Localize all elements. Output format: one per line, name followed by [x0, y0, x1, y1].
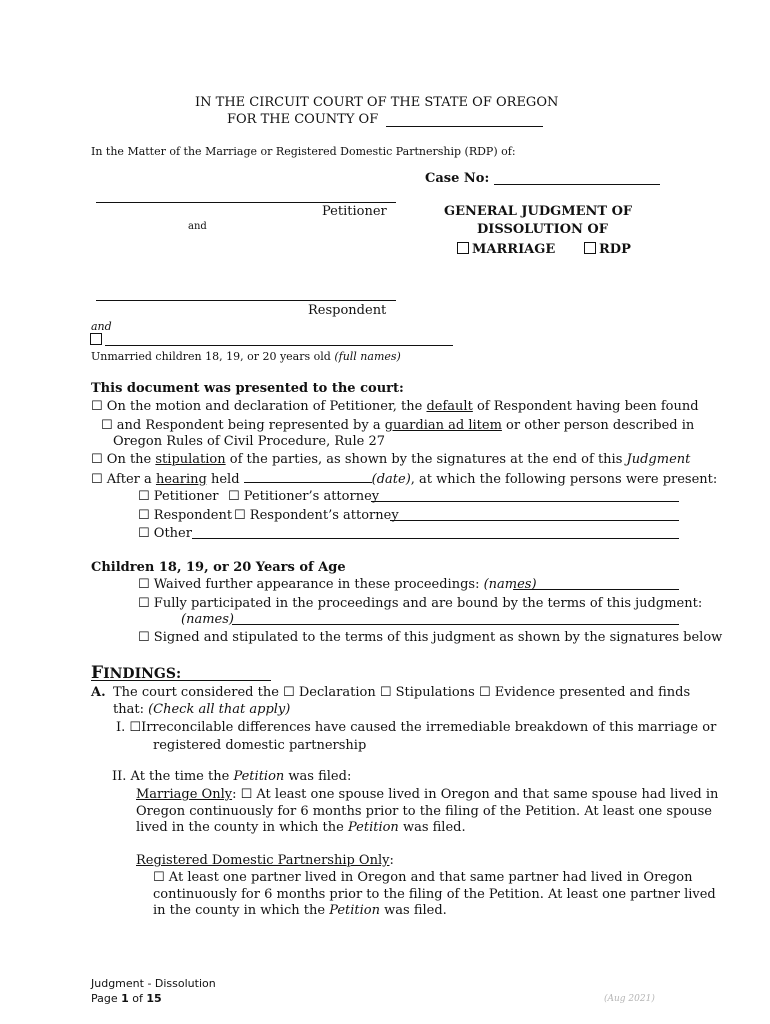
presented-heading: This document was presented to the court: [91, 381, 404, 396]
checkbox-icon[interactable]: ☐ [91, 399, 103, 414]
marriage-checkbox[interactable] [457, 242, 469, 254]
stipulation-row[interactable]: ☐ On the stipulation of the parties, as shown by the signatures at the end of this Judgment [91, 452, 691, 467]
marriage-option-label: MARRIAGE [472, 242, 556, 257]
checkbox-icon[interactable]: ☐ [228, 489, 240, 504]
fully-names-line[interactable] [232, 624, 679, 625]
checkbox-icon[interactable]: ☐ [234, 508, 246, 523]
finding-ii-heading: II. At the time the Petition was filed: [112, 769, 352, 784]
checkbox-icon[interactable]: ☐ [240, 787, 253, 802]
checkbox-icon[interactable]: ☐ [138, 508, 150, 523]
petitioner-attorney-present[interactable]: ☐ Petitioner’s attorney [228, 489, 380, 504]
court-title-line1: IN THE CIRCUIT COURT OF THE STATE OF OREGON [195, 95, 559, 110]
children-heading: Children 18, 19, or 20 Years of Age [91, 560, 346, 575]
marriage-only-line3: lived in the county in which the Petition was filed. [136, 820, 466, 835]
default-link[interactable]: default [426, 399, 473, 414]
hearing-date-blank[interactable] [244, 470, 372, 483]
petitioner-present[interactable]: ☐ Petitioner [138, 489, 219, 504]
checkbox-icon[interactable]: ☐ [129, 720, 142, 735]
finding-a-line1[interactable]: The court considered the ☐ Declaration ☐ Stipulations ☐ Evidence presented and finds [113, 685, 691, 700]
checkbox-icon[interactable]: ☐ [91, 472, 103, 487]
finding-i-line1[interactable]: I. ☐Irreconcilable differences have caused the irremediable breakdown of this marriage or [116, 720, 717, 735]
checkbox-icon[interactable]: ☐ [138, 526, 150, 541]
finding-a-line2: that: (Check all that apply) [113, 702, 291, 717]
rdp-only-heading: Registered Domestic Partnership Only: [136, 853, 394, 868]
rdp-checkbox[interactable] [584, 242, 596, 254]
page-number: Page 1 of 15 [91, 992, 162, 1005]
finding-a-label: A. [91, 685, 106, 700]
rdp-option[interactable] [584, 242, 631, 257]
waived-names-line[interactable] [513, 589, 679, 590]
rdp-only-line2: continuously for 6 months prior to the filing of the Petition. At least one partner lived [153, 887, 716, 902]
county-blank[interactable] [386, 126, 543, 127]
findings-underline [91, 680, 271, 681]
checkbox-icon[interactable]: ☐ [138, 630, 150, 645]
guardian-row[interactable]: ☐ and Respondent being represented by a guardian ad litem or other person described in [101, 418, 695, 433]
checkbox-icon[interactable]: ☐ [153, 870, 165, 885]
rdp-only-line3: in the county in which the Petition was filed. [153, 903, 447, 918]
marriage-only-row[interactable]: Marriage Only: ☐ At least one spouse lived in Oregon and that same spouse had lived in [136, 787, 719, 802]
case-no-blank[interactable] [494, 184, 660, 185]
checkbox-icon[interactable]: ☐ [478, 685, 491, 700]
judgment-title-line1: GENERAL JUDGMENT OF [444, 204, 633, 219]
and-label: and [188, 221, 207, 232]
petitioner-attorney-line[interactable] [371, 501, 679, 502]
fully-names-label: (names) [181, 612, 234, 627]
hearing-row[interactable]: ☐ After a hearing held (date), at which the following persons were present: [91, 472, 718, 487]
checkbox-icon[interactable]: ☐ [138, 489, 150, 504]
checkbox-icon[interactable]: ☐ [138, 577, 150, 592]
rdp-only-line1[interactable]: ☐ At least one partner lived in Oregon and that same partner had lived in Oregon [153, 870, 693, 885]
children-names-line[interactable] [105, 345, 453, 346]
respondent-label: Respondent [308, 303, 387, 318]
fully-row[interactable]: ☐ Fully participated in the proceedings and are bound by the terms of this judgment: [138, 596, 703, 611]
findings-heading: FINDINGS: [91, 663, 182, 683]
motion-row[interactable]: ☐ On the motion and declaration of Petitioner, the default of Respondent having been found [91, 399, 699, 414]
checkbox-icon[interactable] [90, 333, 102, 345]
and-label-2: and [91, 320, 112, 333]
children-names-label: Unmarried children 18, 19, or 20 years old (full names) [91, 350, 401, 363]
children-checkbox[interactable] [90, 333, 105, 348]
marriage-only-label: Marriage Only [136, 787, 233, 802]
form-version: (Aug 2021) [604, 994, 655, 1004]
other-present[interactable]: ☐ Other [138, 526, 192, 541]
respondent-name-line[interactable] [96, 300, 396, 301]
checkbox-icon[interactable]: ☐ [91, 452, 103, 467]
hearing-link[interactable]: hearing [155, 472, 207, 487]
marriage-option[interactable] [457, 242, 555, 257]
checkbox-icon[interactable]: ☐ [138, 596, 150, 611]
matter-line: In the Matter of the Marriage or Registered Domestic Partnership (RDP) of: [91, 145, 516, 158]
checkbox-icon[interactable]: ☐ [101, 418, 113, 433]
petitioner-name-line[interactable] [96, 202, 396, 203]
signed-row[interactable]: ☐ Signed and stipulated to the terms of this judgment as shown by the signatures below [138, 630, 723, 645]
judgment-title-line2: DISSOLUTION OF [477, 222, 608, 237]
case-no-label: Case No: [425, 171, 490, 186]
checkbox-icon[interactable]: ☐ [379, 685, 392, 700]
respondent-attorney-present[interactable]: ☐ Respondent’s attorney [234, 508, 399, 523]
finding-i-line2: registered domestic partnership [153, 738, 367, 753]
other-line[interactable] [192, 538, 679, 539]
court-title-line2: FOR THE COUNTY OF [227, 112, 379, 127]
waived-row[interactable]: ☐ Waived further appearance in these proceedings: (names) [138, 577, 537, 592]
orcp-line: Oregon Rules of Civil Procedure, Rule 27 [113, 434, 386, 449]
respondent-attorney-line[interactable] [390, 520, 679, 521]
rdp-option-label: RDP [599, 242, 631, 257]
marriage-only-line2: Oregon continuously for 6 months prior to the filing of the Petition. At least one spouse [136, 804, 712, 819]
checkbox-icon[interactable]: ☐ [283, 685, 295, 700]
respondent-present[interactable]: ☐ Respondent [138, 508, 233, 523]
guardian-link[interactable]: guardian ad litem [384, 418, 502, 433]
stipulation-link[interactable]: stipulation [155, 452, 226, 467]
petitioner-label: Petitioner [322, 204, 387, 219]
footer-title: Judgment - Dissolution [91, 977, 216, 990]
